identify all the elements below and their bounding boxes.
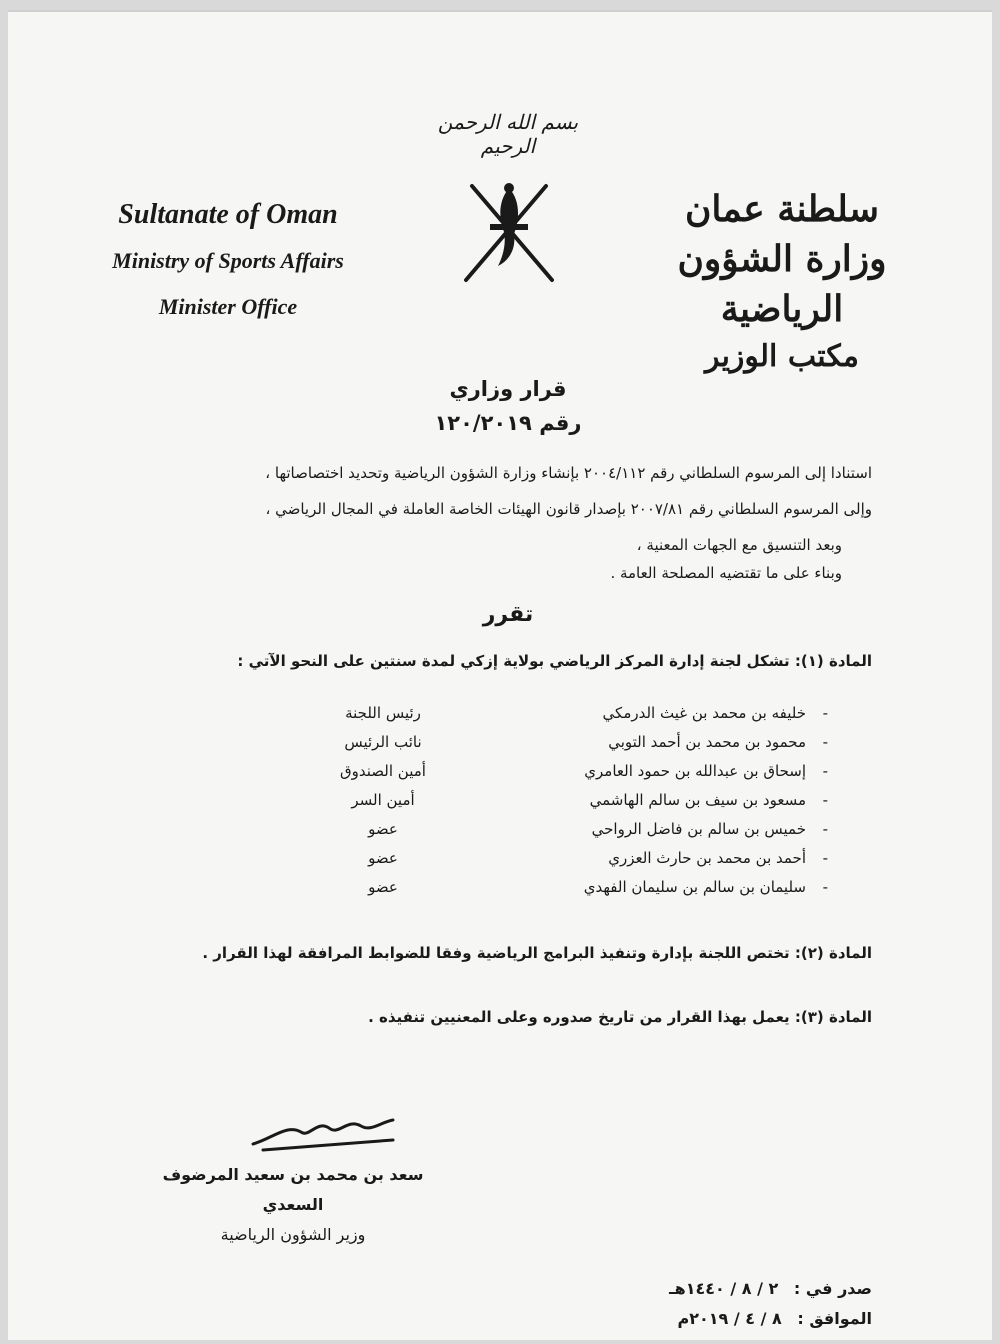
signatory-block [148,1160,438,1250]
corresponding-date-row [612,1304,872,1334]
list-bullet: - [822,762,828,780]
list-item [308,702,828,731]
member-role: نائب الرئيس [344,733,422,751]
list-item [308,876,828,905]
list-item [308,847,828,876]
list-item [308,789,828,818]
english-ministry: Ministry of Sports Affairs [112,248,344,273]
english-country: Sultanate of Oman [118,199,338,230]
signatory-title: وزير الشؤون الرياضية [220,1225,366,1244]
issued-date-row [612,1274,872,1304]
decree-title: قرار وزاري [449,377,567,401]
decides-heading: تقرر [482,602,534,627]
list-bullet: - [822,791,828,809]
member-role: أمين الصندوق [340,762,426,780]
article-2: المادة (٢): تختص اللجنة بإدارة وتنفيذ البرامج الرياضية وفقا للضوابط المرافقة لهذا القرار . [202,944,872,962]
preamble-line: استنادا إلى المرسوم السلطاني رقم ٢٠٠٤/١١٢ بإنشاء وزارة الشؤون الرياضية وتحديد اختصاصاتها ، [265,464,872,482]
decree-page [8,10,992,1340]
signatory-name: سعد بن محمد بن سعيد المرضوف السعدي [162,1165,424,1214]
handwritten-signature [243,1110,403,1156]
decree-number: رقم ١٢٠/٢٠١٩ [434,411,582,435]
list-bullet: - [822,878,828,896]
list-bullet: - [822,820,828,838]
preamble-line: وبعد التنسيق مع الجهات المعنية ، [636,536,842,554]
article-3: المادة (٣): يعمل بهذا القرار من تاريخ صدوره وعلى المعنيين تنفيذه . [368,1008,872,1026]
decree-heading [358,372,658,440]
member-role: عضو [368,820,398,838]
member-name: أحمد بن محمد بن حارث العزري [608,849,806,867]
english-office: Minister Office [158,294,298,319]
arabic-office: مكتب الوزير [705,339,859,374]
member-role: عضو [368,849,398,867]
preamble-line: وبناء على ما تقتضيه المصلحة العامة . [610,564,842,582]
basmala: بسم الله الرحمن الرحيم [437,110,579,158]
issued-label: صدر في : [793,1279,872,1298]
list-bullet: - [822,704,828,722]
preamble-line: وإلى المرسوم السلطاني رقم ٢٠٠٧/٨١ بإصدار قانون الهيئات الخاصة العاملة في المجال الرياضي ، [265,500,872,518]
arabic-letterhead [632,184,932,380]
list-bullet: - [822,849,828,867]
issue-dates [612,1274,872,1334]
member-role: عضو [368,878,398,896]
member-name: إسحاق بن عبدالله بن حمود العامري [584,762,806,780]
member-role: رئيس اللجنة [345,704,421,722]
arabic-country: سلطنة عمان [684,188,879,230]
corresponding-label: الموافق : [797,1309,872,1328]
committee-members-list [308,702,828,905]
member-role: أمين السر [351,791,415,809]
list-bullet: - [822,733,828,751]
article-1: المادة (١): تشكل لجنة إدارة المركز الرياضي بولاية إزكي لمدة سنتين على النحو الآتي : [237,652,872,670]
english-letterhead [68,192,388,330]
member-name: خليفه بن محمد بن غيث الدرمكي [602,704,806,722]
oman-khanjar-emblem-icon [454,180,564,290]
member-name: خميس بن سالم بن فاضل الرواحي [591,820,806,838]
list-item [308,731,828,760]
list-item [308,760,828,789]
gregorian-date: ٨ / ٤ / ٢٠١٩م [677,1309,782,1328]
list-item [308,818,828,847]
member-name: سليمان بن سالم بن سليمان الفهدي [583,878,806,896]
arabic-ministry: وزارة الشؤون الرياضية [677,238,887,330]
member-name: مسعود بن سيف بن سالم الهاشمي [589,791,806,809]
issued-hijri-date: ٢ / ٨ / ١٤٤٠هـ [669,1279,779,1298]
member-name: محمود بن محمد بن أحمد التوبي [608,733,806,751]
